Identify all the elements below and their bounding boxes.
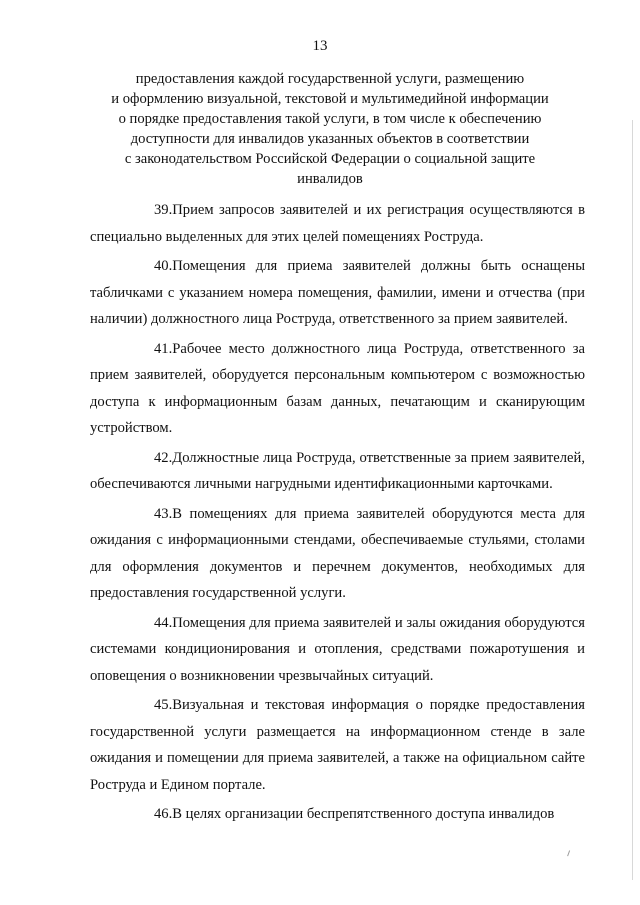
paragraph-44 <box>90 610 585 690</box>
document-body <box>90 197 585 831</box>
scan-mark <box>567 850 574 857</box>
paragraph-43 <box>90 501 585 607</box>
paragraph-text: В помещениях для приема заявителей оборудуются места для ожидания с информационными стендами, обеспечиваемые стульями, столами для оформления документов и перечнем документов, необходимых для предоставления государственной услуги. <box>90 505 585 601</box>
page-number: 13 <box>312 38 328 54</box>
paragraph-number: 46. <box>154 806 173 822</box>
paragraph-text: Должностные лица Роструда, ответственные за прием заявителей, обеспечиваются личными нагрудными идентификационными карточками. <box>90 449 585 492</box>
heading-line: доступности для инвалидов указанных объектов в соответствии <box>130 131 530 147</box>
paragraph-text: Помещения для приема заявителей должны быть оснащены табличками с указанием номера помещения, фамилии, имени и отчества (при наличии) должностного лица Роструда, ответственного за прием заявителей. <box>90 258 585 327</box>
heading-line: и оформлению визуальной, текстовой и мультимедийной информации <box>111 91 549 107</box>
paragraph-45 <box>90 692 585 798</box>
section-heading <box>80 69 580 189</box>
paragraph-number: 45. <box>154 697 173 713</box>
paragraph-42 <box>90 445 585 498</box>
heading-line: инвалидов <box>297 171 363 187</box>
paragraph-text: Визуальная и текстовая информация о порядке предоставления государственной услуги размещается на информационном стенде в зале ожидания и помещении для приема заявителей, а также на официальном сайте Роструда и Едином портале. <box>90 697 585 793</box>
heading-line: о порядке предоставления такой услуги, в том числе к обеспечению <box>118 111 542 127</box>
paragraph-40 <box>90 253 585 333</box>
paragraph-41 <box>90 336 585 442</box>
heading-line: с законодательством Российской Федерации о социальной защите <box>124 151 536 167</box>
paragraph-text: Рабочее место должностного лица Роструда, ответственного за прием заявителей, оборудуется персональным компьютером с возможностью доступа к информационным базам данных, печатающим и сканирующим устройством. <box>90 340 585 436</box>
paragraph-text: В целях организации беспрепятственного доступа инвалидов <box>172 806 555 822</box>
heading-line: предоставления каждой государственной услуги, размещению <box>135 71 525 87</box>
paragraph-number: 39. <box>154 202 173 218</box>
paragraph-text: Прием запросов заявителей и их регистрация осуществляются в специально выделенных для этих целей помещениях Роструда. <box>90 202 585 245</box>
paragraph-number: 42. <box>154 449 173 466</box>
paragraph-number: 41. <box>154 340 173 357</box>
paragraph-number: 44. <box>154 614 173 631</box>
paragraph-39 <box>90 197 585 250</box>
scan-edge-line <box>632 120 633 880</box>
paragraph-46 <box>90 801 585 828</box>
paragraph-number: 43. <box>154 505 173 522</box>
paragraph-text: Помещения для приема заявителей и залы ожидания оборудуются системами кондиционирования и отопления, средствами пожаротушения и оповещения о возникновении чрезвычайных ситуаций. <box>90 614 585 684</box>
paragraph-number: 40. <box>154 258 173 274</box>
